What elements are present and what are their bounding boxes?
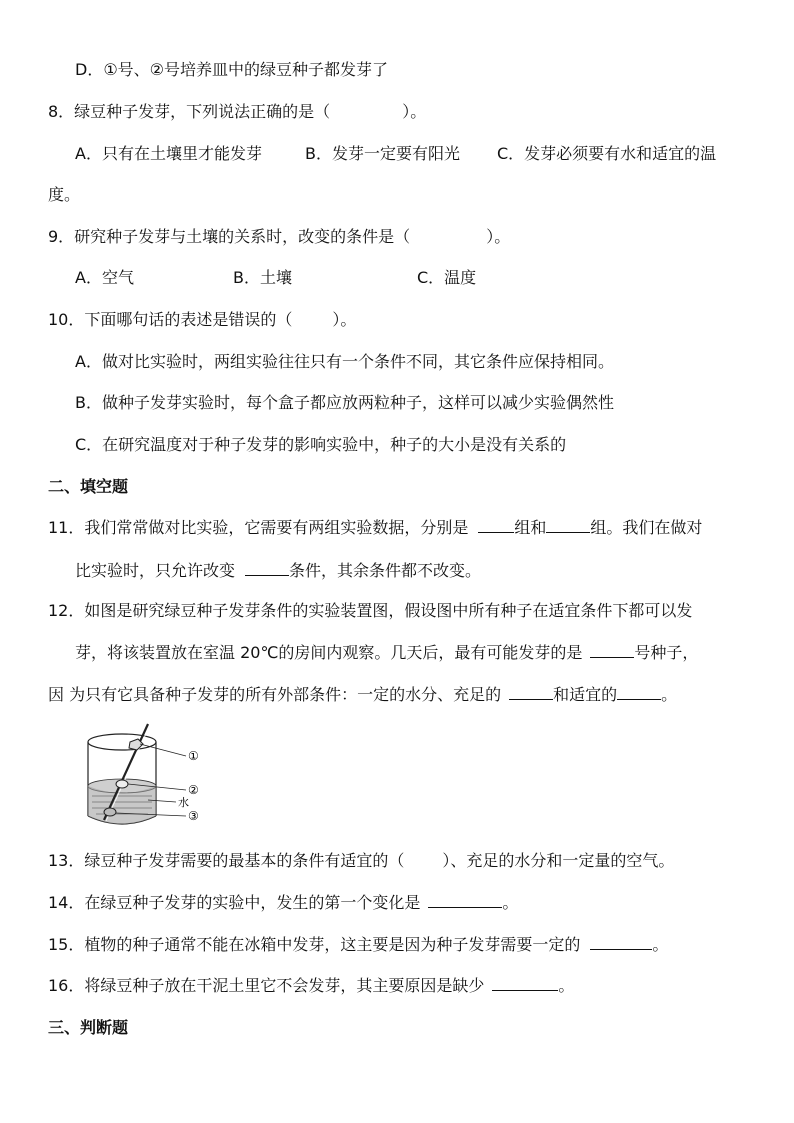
q12-line-2 [75,643,698,663]
q12-blank-3[interactable] [617,685,661,700]
q12-text-3b: 和适宜的 [553,685,618,704]
q11-text-5: 条件，其余条件都不改变。 [289,561,482,580]
q8-option-b: B．发芽一定要有阳光 [305,144,460,163]
q15-blank[interactable] [590,935,652,950]
q12-text-2a: 芽，将该装置放在室温 20℃的房间内观察。几天后，最有可能发芽的是 [75,643,583,662]
q13-text-b: ）、充足的水分和一定量的空气。 [442,851,675,870]
q8-stem-end: ）。 [402,102,427,121]
figure-label-3: ③ [188,809,199,823]
q13-text-a: 13．绿豆种子发芽需要的最基本的条件有适宜的（ [48,851,405,870]
q8-option-c-cont: 度。 [48,185,81,204]
figure-label-water: 水 [178,796,189,809]
q10-stem [48,310,356,330]
q11-text-2: 组和 [514,518,547,537]
q16 [48,976,574,996]
q11-blank-3[interactable] [245,561,289,576]
beaker-illustration [82,720,222,835]
q9-option-c: C．温度 [417,268,477,287]
q12-line-3 [48,685,677,705]
q10-stem-text: 10．下面哪句话的表述是错误的（ [48,310,293,329]
figure-label-2: ② [188,783,199,797]
q14-blank[interactable] [428,893,502,908]
q8-stem-text: 8．绿豆种子发芽，下列说法正确的是（ [48,102,331,121]
q9-option-a: A．空气 [75,268,134,287]
q11-blank-2[interactable] [546,518,590,533]
q14-text-b: 。 [502,893,519,912]
q14-text-a: 14．在绿豆种子发芽的实验中，发生的第一个变化是 [48,893,421,912]
q15-text-b: 。 [652,935,669,954]
q15 [48,935,668,955]
section-title-true-false: 三、判断题 [48,1018,129,1037]
q11-text-1: 11．我们常常做对比实验，它需要有两组实验数据，分别是 [48,518,469,537]
q8-option-a: A．只有在土壤里才能发芽 [75,144,262,163]
q11-line-1 [48,518,702,538]
q10-option-b: B．做种子发芽实验时，每个盒子都应放两粒种子，这样可以减少实验偶然性 [75,393,614,412]
q11-line-2 [75,561,481,581]
q12-text-3a: 因 为只有它具备种子发芽的所有外部条件：一定的水分、充足的 [48,685,502,704]
q12-text-2b: 号种子， [634,643,699,662]
q11-blank-1[interactable] [478,518,514,533]
q9-stem-end: ）。 [486,227,511,246]
q9-stem [48,227,510,247]
section-title-fill-blank: 二、填空题 [48,477,129,496]
q12-blank-2[interactable] [509,685,553,700]
q7-option-d: D．①号、②号培养皿中的绿豆种子都发芽了 [75,60,389,79]
q9-option-b: B．土壤 [233,268,292,287]
q14 [48,893,518,913]
q13 [48,851,674,871]
q8-option-c: C．发芽必须要有水和适宜的温 [497,144,717,163]
germination-apparatus-figure [82,720,222,835]
q12-text-3c: 。 [661,685,678,704]
q10-stem-end: ）。 [332,310,357,329]
q16-text-b: 。 [558,976,575,995]
q12-blank-1[interactable] [590,643,634,658]
q15-text-a: 15．植物的种子通常不能在冰箱中发芽，这主要是因为种子发芽需要一定的 [48,935,581,954]
q10-option-a: A．做对比实验时，两组实验往往只有一个条件不同，其它条件应保持相同。 [75,352,614,371]
q11-text-3: 组。我们在做对 [590,518,703,537]
q12-line-1: 12．如图是研究绿豆种子发芽条件的实验装置图，假设图中所有种子在适宜条件下都可以发 [48,601,693,620]
q11-text-4: 比实验时，只允许改变 [75,561,236,580]
q9-stem-text: 9．研究种子发芽与土壤的关系时，改变的条件是（ [48,227,411,246]
q10-option-c: C．在研究温度对于种子发芽的影响实验中，种子的大小是没有关系的 [75,435,567,454]
figure-label-1: ① [188,749,199,763]
q8-stem [48,102,426,122]
q16-blank[interactable] [492,976,558,991]
q16-text-a: 16．将绿豆种子放在干泥土里它不会发芽，其主要原因是缺少 [48,976,485,995]
